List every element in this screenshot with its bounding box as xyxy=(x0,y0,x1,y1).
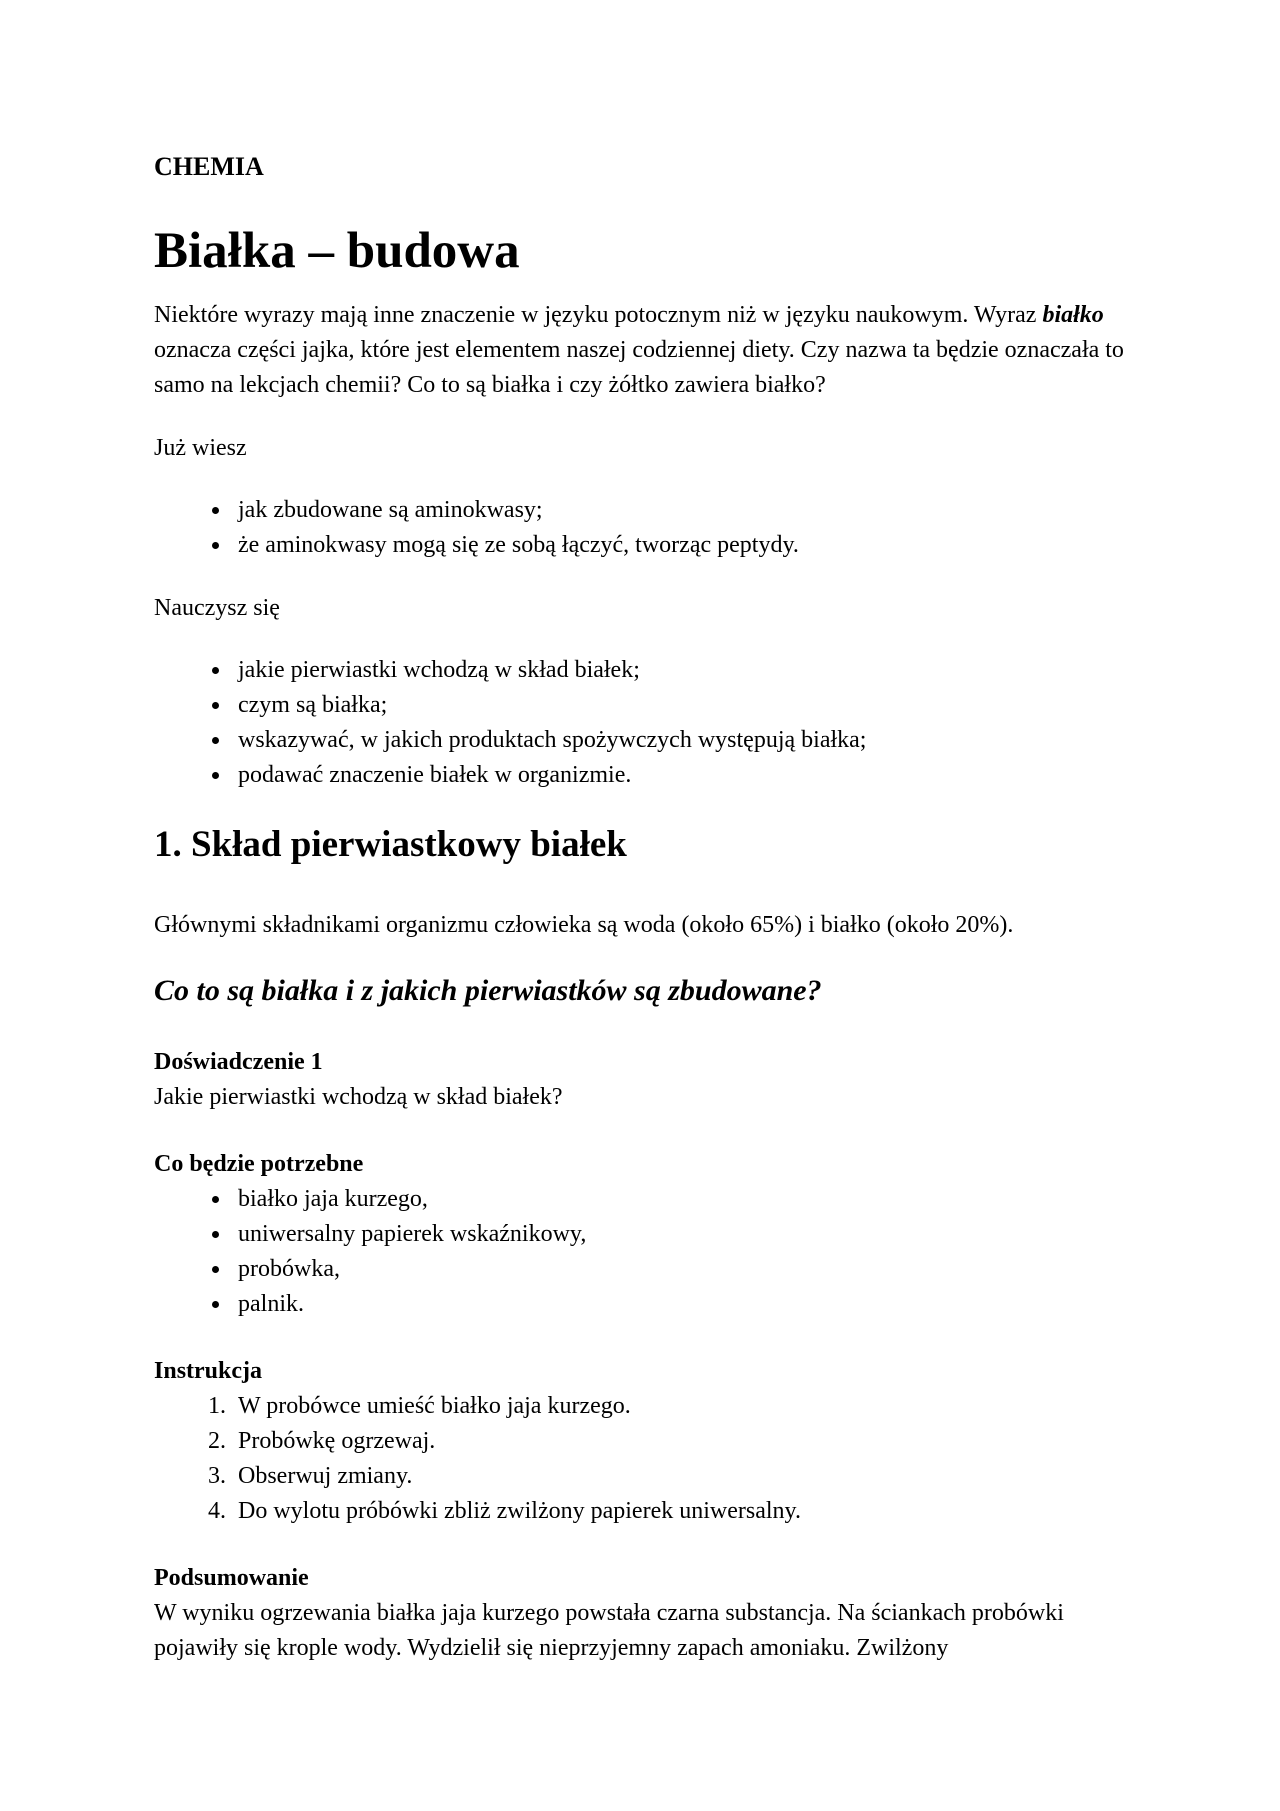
subject-label: CHEMIA xyxy=(154,152,264,181)
list-item: • białko jaja kurzego, xyxy=(232,1182,1144,1217)
list-item: 3. Obserwuj zmiany. xyxy=(232,1459,1144,1494)
instructions-list xyxy=(154,1389,1144,1529)
will-learn-list xyxy=(154,653,1144,793)
section-question: Co to są białka i z jakich pierwiastków są zbudowane? xyxy=(154,973,822,1007)
experiment-heading: Doświadczenie 1 xyxy=(154,1048,323,1075)
list-item: • probówka, xyxy=(232,1252,1144,1287)
list-item: • jakie pierwiastki wchodzą w skład białek; xyxy=(232,653,1144,688)
instructions-label: Instrukcja xyxy=(154,1357,263,1384)
summary-paragraph: W wyniku ogrzewania białka jaja kurzego powstała czarna substancja. Na ściankach probówki pojawiły się krople wody. Wydzielił się nieprzyjemny zapach amoniaku. Zwilżony xyxy=(154,1599,1064,1661)
list-item: • palnik. xyxy=(232,1287,1144,1322)
list-item: 4. Do wylotu próbówki zbliż zwilżony papierek uniwersalny. xyxy=(232,1494,1144,1529)
intro-text-part1: Niektóre wyrazy mają inne znaczenie w języku potocznym niż w języku naukowym. Wyraz xyxy=(154,302,1043,329)
intro-paragraph xyxy=(154,298,1144,403)
section-heading: 1. Skład pierwiastkowy białek xyxy=(154,824,627,866)
list-item: 2. Probówkę ogrzewaj. xyxy=(232,1424,1144,1459)
already-know-list xyxy=(154,493,1144,563)
intro-text-part2: oznacza części jajka, które jest elementem naszej codziennej diety. Czy nazwa ta będzie oznaczała to samo na lekcjach chemii? Co to są białka i czy żółtko zawiera białko? xyxy=(154,337,1124,399)
already-know-label: Już wiesz xyxy=(154,435,247,462)
will-learn-label: Nauczysz się xyxy=(154,595,280,622)
experiment-question: Jakie pierwiastki wchodzą w skład białek? xyxy=(154,1083,563,1110)
list-item: • uniwersalny papierek wskaźnikowy, xyxy=(232,1217,1144,1252)
summary-label: Podsumowanie xyxy=(154,1564,309,1591)
list-item: • czym są białka; xyxy=(232,688,1144,723)
list-item: • jak zbudowane są aminokwasy; xyxy=(232,493,1144,528)
materials-list xyxy=(154,1182,1144,1322)
materials-label: Co będzie potrzebne xyxy=(154,1150,364,1177)
section-lead-paragraph: Głównymi składnikami organizmu człowieka są woda (około 65%) i białko (około 20%). xyxy=(154,911,1014,938)
list-item: 1. W probówce umieść białko jaja kurzego. xyxy=(232,1389,1144,1424)
list-item: • że aminokwasy mogą się ze sobą łączyć, tworząc peptydy. xyxy=(232,528,1144,563)
document-page xyxy=(154,150,1144,1666)
list-item: • podawać znaczenie białek w organizmie. xyxy=(232,758,1144,793)
page-title: Białka – budowa xyxy=(154,222,520,279)
intro-keyword: białko xyxy=(1042,302,1104,329)
list-item: • wskazywać, w jakich produktach spożywczych występują białka; xyxy=(232,723,1144,758)
